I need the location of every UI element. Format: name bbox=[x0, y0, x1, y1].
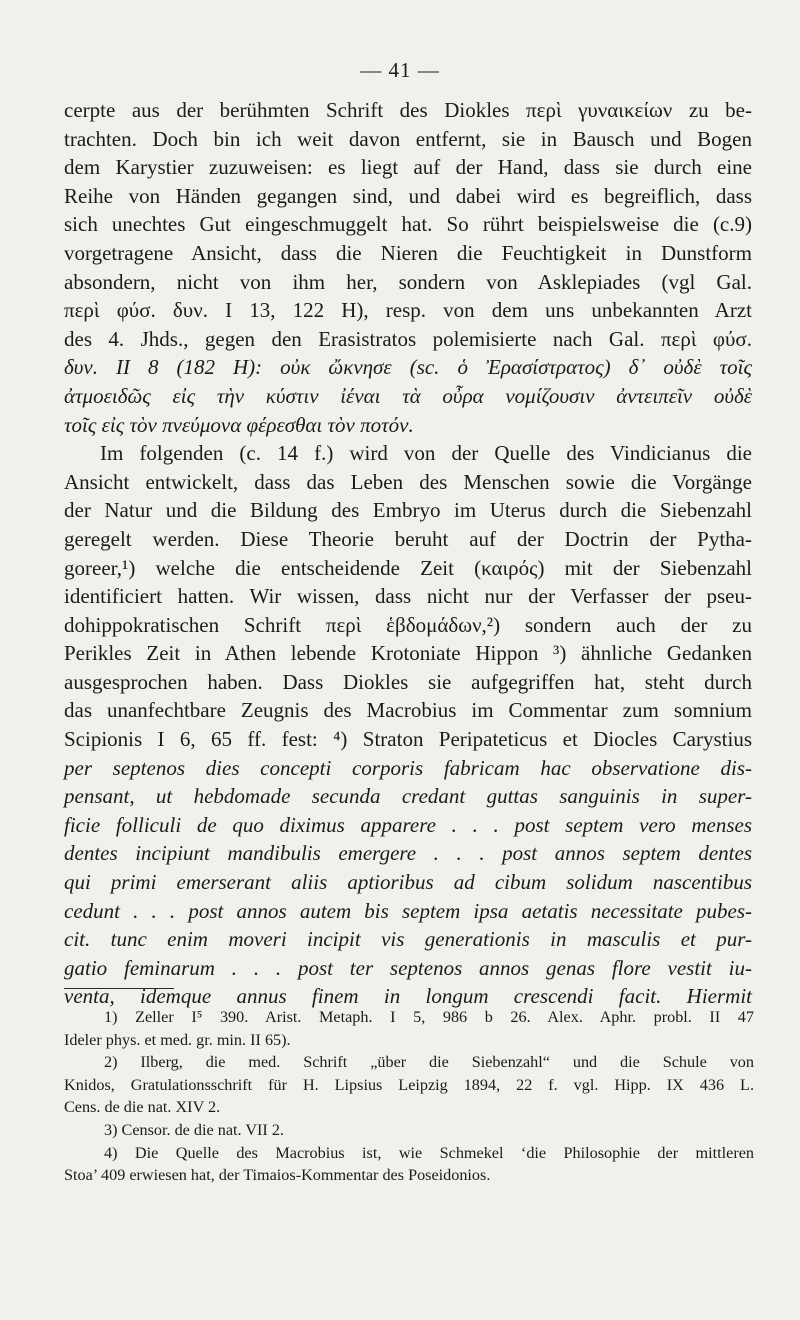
text-line: goreer,¹) welche die entscheidende Zeit (καιρός) mit der Siebenzahl bbox=[64, 555, 752, 580]
text-line-latin: dentes incipiunt mandibulis emergere . . . post annos septem dentes bbox=[64, 841, 752, 866]
text-line-latin: qui primi emerserant aliis aptioribus ad cibum solidum nascentibus bbox=[64, 870, 752, 895]
footnote-line: 1) Zeller I⁵ 390. Arist. Metaph. I 5, 986 b 26. Alex. Aphr. probl. II 47 bbox=[104, 1008, 754, 1026]
text-line-greek: ἀτμοειδῶς εἰς τὴν κύστιν ἰέναι τὰ οὖρα νομίζουσιν ἀντειπεῖν οὐδὲ bbox=[64, 383, 752, 408]
footnote-line: Cens. de die nat. XIV 2. bbox=[64, 1098, 221, 1117]
text-line: des 4. Jhds., gegen den Erasistratos polemisierte nach Gal. περὶ φύσ. bbox=[64, 326, 752, 351]
footnote-line: 2) Ilberg, die med. Schrift „über die Siebenzahl“ und die Schule von bbox=[104, 1053, 754, 1072]
text-line-latin: pensant, ut hebdomade secunda credant guttas sanguinis in super- bbox=[64, 784, 752, 809]
text-line: absondern, nicht von ihm her, sondern von Asklepiades (vgl Gal. bbox=[64, 269, 752, 294]
footnotes bbox=[64, 1006, 754, 1187]
text-line: der Natur und die Bildung des Embryo im Uterus durch die Siebenzahl bbox=[64, 498, 752, 523]
text-line: geregelt werden. Diese Theorie beruht auf der Doctrin der Pytha- bbox=[64, 526, 752, 551]
text-line-greek: τοῖς εἰς τὸν πνεύμονα φέρεσθαι τὸν ποτόν. bbox=[64, 412, 414, 437]
text-line-latin: venta, idemque annus finem in longum crescendi facit. Hiermit bbox=[64, 984, 752, 1009]
text-line-latin: cedunt . . . post annos autem bis septem ipsa aetatis necessitate pubes- bbox=[64, 898, 752, 923]
text-line: Im folgenden (c. 14 f.) wird von der Quelle des Vindicianus die bbox=[100, 441, 752, 466]
page-number: — 41 — bbox=[360, 58, 440, 82]
text-line-latin: per septenos dies concepti corporis fabricam hac observatione dis- bbox=[64, 755, 752, 780]
text-line-latin: gatio feminarum . . . post ter septenos annos genas flore vestit iu- bbox=[64, 955, 752, 980]
footnote-line: Ideler phys. et med. gr. min. II 65). bbox=[64, 1030, 291, 1049]
text-line: identificiert hatten. Wir wissen, dass nicht nur der Verfasser der pseu- bbox=[64, 584, 752, 609]
text-line: Ansicht entwickelt, dass das Leben des Menschen sowie die Vorgänge bbox=[64, 469, 752, 494]
text-line: περὶ φύσ. δυν. I 13, 122 H), resp. von dem uns unbekannten Arzt bbox=[64, 298, 752, 323]
footnote-line: 3) Censor. de die nat. VII 2. bbox=[104, 1120, 284, 1139]
footnote-line: 4) Die Quelle des Macrobius ist, wie Schmekel ‘die Philosophie der mittleren bbox=[104, 1143, 754, 1162]
text-line-latin: cit. tunc enim moveri incipit vis generationis in masculis et pur- bbox=[64, 927, 752, 952]
text-line: Scipionis I 6, 65 ff. fest: ⁴) Straton Peripateticus et Diocles Carystius bbox=[64, 727, 752, 752]
text-line: sich unechtes Gut eingeschmuggelt hat. So rührt beispielsweise die (c.9) bbox=[64, 212, 752, 237]
text-line: trachten. Doch bin ich weit davon entfernt, sie in Bausch und Bogen bbox=[64, 126, 752, 151]
text-line: ausgesprochen haben. Dass Diokles sie aufgegriffen hat, steht durch bbox=[64, 669, 752, 694]
text-line: cerpte aus der berühmten Schrift des Diokles περὶ γυναικείων zu be- bbox=[64, 98, 752, 122]
text-line: dem Karystier zuzuweisen: es liegt auf der Hand, dass sie durch eine bbox=[64, 155, 752, 180]
footnote-line: Knidos, Gratulationsschrift für H. Lipsius Leipzig 1894, 22 f. vgl. Hipp. IX 436 L. bbox=[64, 1075, 754, 1094]
text-line: vorgetragene Ansicht, dass die Nieren die Feuchtigkeit in Dunstform bbox=[64, 240, 752, 265]
text-line: Perikles Zeit in Athen lebende Krotoniate Hippon ³) ähnliche Gedanken bbox=[64, 641, 752, 666]
text-line: dohippokratischen Schrift περὶ ἑβδομάδων,²) sondern auch der zu bbox=[64, 612, 752, 637]
main-text bbox=[64, 96, 752, 1011]
footnote-line: Stoa’ 409 erwiesen hat, der Timaios-Kommentar des Poseidonios. bbox=[64, 1166, 491, 1185]
text-line-greek: δυν. II 8 (182 H): οὐκ ὤκνησε (sc. ὁ Ἐρασίστρατος) δ᾽ οὐδὲ τοῖς bbox=[64, 355, 752, 380]
text-line: das unanfechtbare Zeugnis des Macrobius im Commentar zum somnium bbox=[64, 698, 752, 723]
text-line-latin: ficie folliculi de quo diximus apparere . . . post septem vero menses bbox=[64, 812, 752, 837]
text-line: Reihe von Händen gegangen sind, und dabei wird es begreiflich, dass bbox=[64, 183, 752, 208]
footnote-separator bbox=[64, 988, 174, 989]
